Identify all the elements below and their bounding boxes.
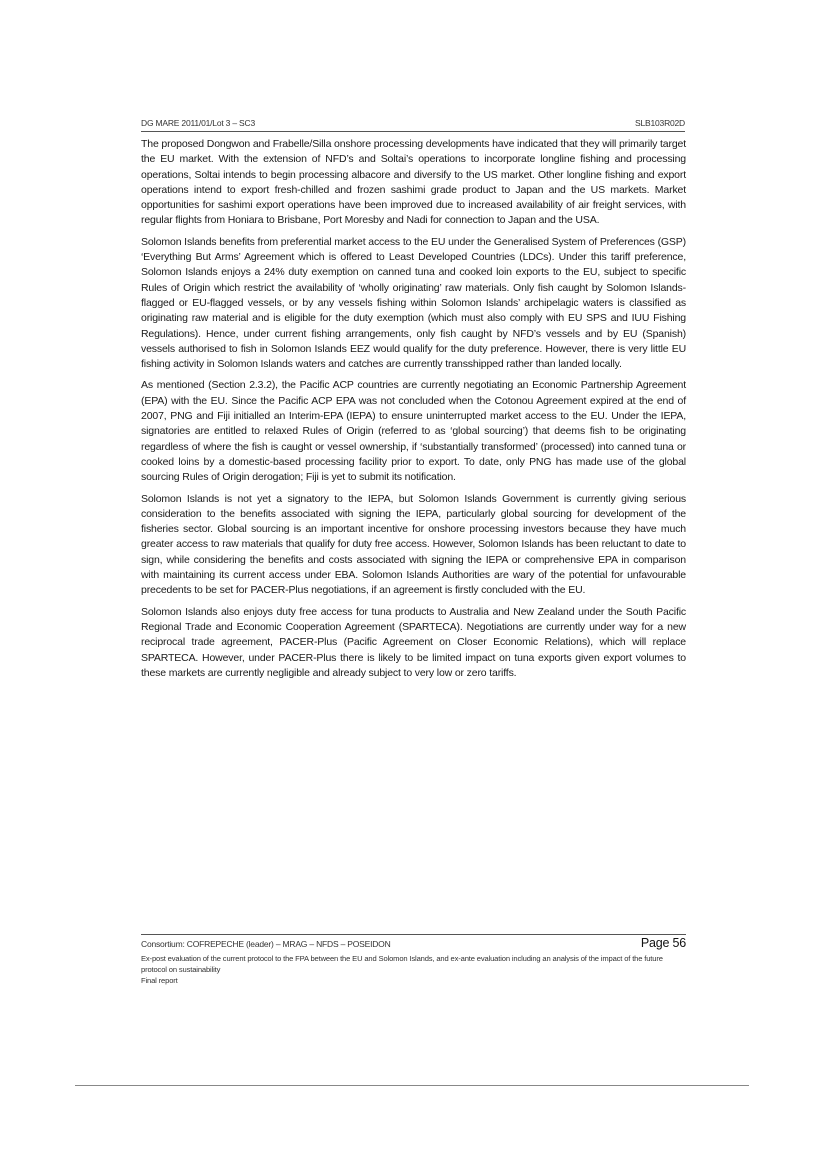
page-number: Page 56	[640, 936, 686, 950]
header-document-code: SLB103R02D	[635, 118, 685, 128]
footer-top-row	[141, 937, 686, 951]
footer-final-report: Final report	[141, 976, 178, 985]
footer-description: Ex-post evaluation of the current protocol to the FPA between the EU and Solomon Islands, and ex-ante evaluation including an analysis of the impact of the future protocol on sustainability	[141, 954, 663, 974]
body-text	[141, 137, 686, 687]
paragraph-sparteca: Solomon Islands also enjoys duty free access for tuna products to Australia and New Zealand under the South Pacific Regional Trade and Economic Cooperation Agreement (SPARTECA). Negotiations are currently under way for a new reciprocal trade agreement, PACER-Plus (Pacific Agreement on Closer Economic Relations), which will replace SPARTECA. However, under PACER-Plus there is likely to be limited impact on tuna exports given export volumes to these markets are currently negligible and already subject to very low or zero tariffs.	[141, 605, 686, 679]
footer-consortium: Consortium: COFREPECHE (leader) – MRAG – NFDS – POSEIDON	[141, 939, 391, 949]
paragraph-market-targets: The proposed Dongwon and Frabelle/Silla onshore processing developments have indicated that they will primarily target the EU market. With the extension of NFD’s and Soltai’s operations to incorporate longline fishing and processing operations, Soltai intends to begin processing albacore and diversify to the US market. Other longline fishing and export operations intend to export fresh-chilled and frozen sashimi grade product to Japan and the US markets. Market opportunities for sashimi export operations have been improved due to increased availability of air freight services, with regular flights from Honiara to Brisbane, Port Moresby and Nadi for connection to Japan and the USA.	[141, 138, 686, 227]
page-header	[141, 117, 685, 132]
paragraph-gsp-preferences: Solomon Islands benefits from preferential market access to the EU under the Generalised System of Preferences (GSP) ‘Everything But Arms’ Agreement which is offered to Least Developed Countries (LDCs). Under this tariff preference, Solomon Islands enjoys a 24% duty exemption on canned tuna and cooked loin exports to the EU, subject to specific Rules of Origin which restrict the availability of ‘wholly originating’ raw materials. Only fish caught by Solomon Islands-flagged or EU-flagged vessels, or by any vessels fishing within Solomon Islands’ archipelagic waters is classified as originating raw material and is eligible for the duty exemption (which must also comply with EU SPS and IUU Fishing Regulations). Hence, under current fishing arrangements, only fish caught by NFD’s vessels and by EU (Spanish) vessels authorised to fish in Solomon Islands EEZ would qualify for the duty preference. However, there is very little EU fishing activity in Solomon Islands waters and catches are currently transshipped rather than landed locally.	[141, 235, 686, 371]
page-footer	[141, 934, 686, 986]
paragraph-epa-negotiations: As mentioned (Section 2.3.2), the Pacific ACP countries are currently negotiating an Economic Partnership Agreement (EPA) with the EU. Since the Pacific ACP EPA was not concluded when the Cotonou Agreement expired at the end of 2007, PNG and Fiji initialled an Interim-EPA (IEPA) to ensure uninterrupted market access to the EU. Under the IEPA, signatories are entitled to relaxed Rules of Origin (referred to as ‘global sourcing’) that deems fish to be originating regardless of where the fish is caught or vessel ownership, if ‘substantially transformed’ (processed) into canned tuna or cooked loins by a domestic-based processing facility prior to export. To date, only PNG has made use of the global sourcing Rules of Origin derogation; Fiji is yet to submit its notification.	[141, 379, 686, 484]
header-reference: DG MARE 2011/01/Lot 3 – SC3	[141, 118, 255, 128]
page-bottom-divider	[75, 1085, 749, 1086]
paragraph-iepa-consideration: Solomon Islands is not yet a signatory to the IEPA, but Solomon Islands Government is currently giving serious consideration to the benefits associated with signing the IEPA, particularly global sourcing for development of the fisheries sector. Global sourcing is an important incentive for onshore processing investors because they have much greater access to raw materials that qualify for duty free access. However, Solomon Islands has been reluctant to date to sign, while considering the benefits and costs associated with signing the IEPA or comprehensive EPA in comparison with maintaining its current access under EBA. Solomon Islands Authorities are wary of the potential for unfavourable precedents to be set for PACER-Plus negotiations, if an agreement is firstly concluded with the EU.	[141, 492, 686, 597]
